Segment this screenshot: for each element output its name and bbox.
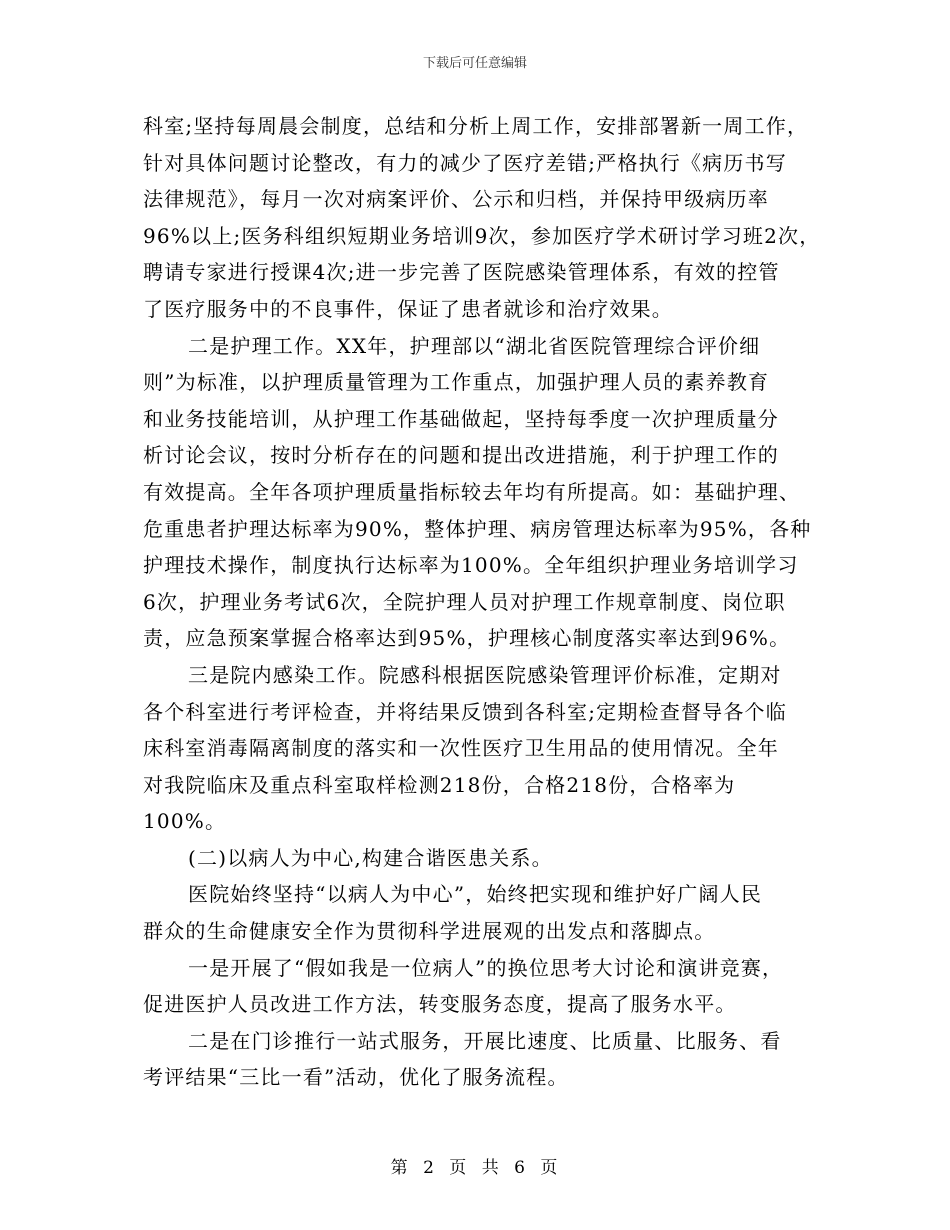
text-line: 各个科室进行考评检查，并将结果反馈到各科室;定期检查督导各个临 [143, 699, 787, 724]
text-line: 和业务技能培训，从护理工作基础做起，坚持每季度一次护理质量分 [143, 406, 779, 431]
text-line: 析讨论会议，按时分析存在的问题和提出改进措施，利于护理工作的 [143, 443, 779, 468]
text-line: 聘请专家进行授课4次;进一步完善了医院感染管理体系，有效的控管 [143, 260, 780, 285]
paragraph-start-line: 三是院内感染工作。院感科根据医院感染管理评价标准，定期对 [188, 662, 782, 687]
document-body [143, 108, 823, 1096]
text-line: 考评结果“三比一看”活动，优化了服务流程。 [143, 1065, 569, 1090]
text-line: 对我院临床及重点科室取样检测218份，合格218份，合格率为 [143, 772, 736, 797]
text-line: 法律规范》，每月一次对病案评价、公示和归档，并保持甲级病历率 [143, 187, 769, 212]
text-line: 护理技术操作，制度执行达标率为100%。全年组织护理业务培训学习 [143, 553, 799, 578]
page-number-footer: 第 2 页 共 6 页 [390, 1158, 560, 1178]
page-header: 下载后可任意编辑 [422, 56, 527, 71]
text-line: 了医疗服务中的不良事件，保证了患者就诊和治疗效果。 [143, 296, 673, 321]
section-heading: (二)以病人为中心,构建合谐医患关系。 [188, 845, 553, 870]
text-line: 危重患者护理达标率为90%，整体护理、病房管理达标率为95%，各种 [143, 516, 812, 541]
text-line: 科室;坚持每周晨会制度，总结和分析上周工作，安排部署新一周工作， [143, 114, 809, 138]
text-line: 促进医护人员改进工作方法，转变服务态度，提高了服务水平。 [143, 992, 737, 1017]
text-line: 则”为标准，以护理质量管理为工作重点，加强护理人员的素养教育 [143, 370, 770, 395]
paragraph-start-line: 二是护理工作。XX年，护理部以“湖北省医院管理综合评价细 [188, 333, 761, 358]
paragraph-start-line: 一是开展了“假如我是一位病人”的换位思考大讨论和演讲竞赛， [188, 955, 784, 980]
text-line: 6次，护理业务考试6次，全院护理人员对护理工作规章制度、岗位职 [143, 589, 786, 614]
text-line: 有效提高。全年各项护理质量指标较去年均有所提高。如：基础护理、 [143, 479, 801, 504]
paragraph-start-line: 医院始终坚持“以病人为中心”，始终把实现和维护好广阔人民 [188, 882, 763, 907]
paragraph-start-line: 二是在门诊推行一站式服务，开展比速度、比质量、比服务、看 [188, 1028, 782, 1053]
text-line: 100%。 [143, 809, 227, 834]
text-line: 责，应急预案掌握合格率达到95%，护理核心制度落实率达到96%。 [143, 626, 791, 651]
text-line: 96%以上;医务科组织短期业务培训9次，参加医疗学术研讨学习班2次， [143, 223, 821, 248]
text-line: 群众的生命健康安全作为贯彻科学进展观的出发点和落脚点。 [143, 919, 716, 944]
text-line: 针对具体问题讨论整改，有力的减少了医疗差错;严格执行《病历书写 [143, 150, 787, 175]
text-line: 床科室消毒隔离制度的落实和一次性医疗卫生用品的使用情况。全年 [143, 736, 779, 761]
